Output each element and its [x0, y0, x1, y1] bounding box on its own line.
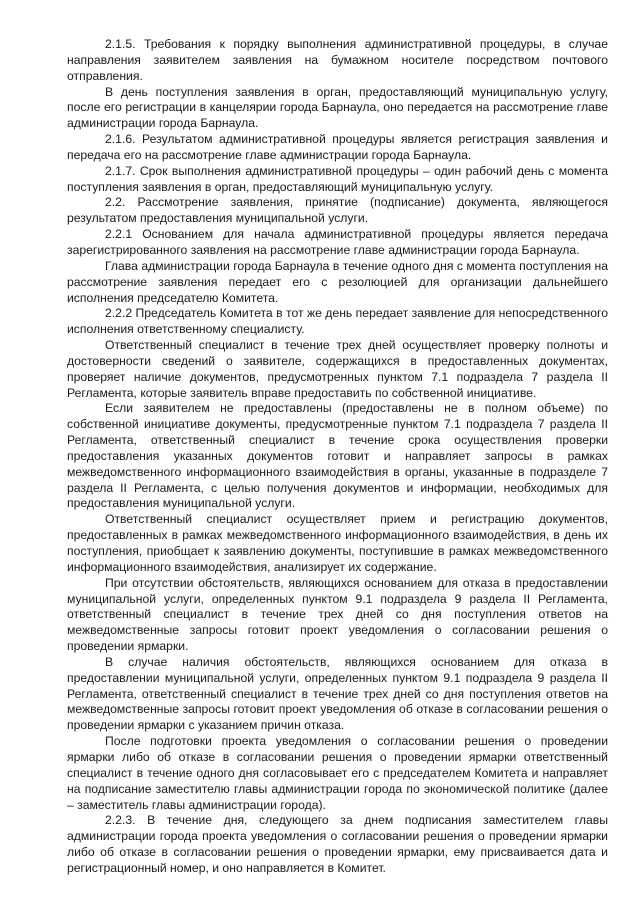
- document-body: [67, 37, 608, 877]
- paragraph-approval-signing: После подготовки проекта уведомления о согласовании решения о проведении ярмарки либо об отказе в согласовании решения о проведении ярмарки ответственный специалист в течение одного дня согласовывает его с председателем Комитета и направляет на подписание заместителю главы администрации города по экономической политике (далее – заместитель главы администрации города).: [67, 734, 608, 812]
- paragraph-2-1-6: 2.1.6. Результатом административной процедуры является регистрация заявления и передача его на рассмотрение главе администрации города Барнаула.: [67, 132, 608, 162]
- paragraph-2-2-3: 2.2.3. В течение дня, следующего за днем подписания заместителем главы администрации города проекта уведомления о согласовании решения о проведении ярмарки либо об отказе в согласовании решения о проведении ярмарки, ему присваивается дата и регистрационный номер, и оно направляется в Комитет.: [67, 813, 608, 875]
- paragraph-2-1-5: 2.1.5. Требования к порядку выполнения административной процедуры, в случае направления заявителем заявления на бумажном носителе посредством почтового отправления.: [67, 37, 608, 83]
- paragraph-refusal-grounds: В случае наличия обстоятельств, являющихся основанием для отказа в предоставлении муниципальной услуги, определенных пунктом 9.1 подраздела 9 раздела II Регламента, ответственный специалист в течение трех дней со дня поступления ответов на межведомственные запросы готовит проект уведомления об отказе в согласовании решения о проведении ярмарки с указанием причин отказа.: [67, 654, 608, 733]
- paragraph-2-2: 2.2. Рассмотрение заявления, принятие (подписание) документа, являющегося результатом предоставления муниципальной услуги.: [67, 195, 608, 226]
- paragraph-no-refusal-grounds: При отсутствии обстоятельств, являющихся основанием для отказа в предоставлении муниципальной услуги, определенных пунктом 9.1 подраздела 9 раздела II Регламента, ответственный специалист в течение трех дней со дня поступления ответов на межведомственные запросы готовит проект уведомления о согласовании решения о проведении ярмарки.: [67, 575, 608, 654]
- paragraph-specialist-registration: Ответственный специалист осуществляет прием и регистрацию документов, предоставленных в рамках межведомственного информационного взаимодействия, в день их поступления, приобщает к заявлению документы, поступившие в рамках межведомственного информационного взаимодействия, анализирует их содержание.: [67, 512, 608, 574]
- paragraph-2-2-1: 2.2.1 Основанием для начала административной процедуры является передача зарегистрированного заявления на рассмотрение главе администрации города Барнаула.: [67, 227, 608, 257]
- paragraph-head-of-administration: Глава администрации города Барнаула в течение одного дня с момента поступления на рассмотрение заявления передает его с резолюцией для организации дальнейшего исполнения председателю Комитета.: [67, 258, 608, 305]
- paragraph-2-1-7: 2.1.7. Срок выполнения административной процедуры – один рабочий день с момента поступления заявления в орган, предоставляющий муниципальную услугу.: [67, 163, 608, 194]
- paragraph-2-2-2: 2.2.2 Председатель Комитета в тот же день передает заявление для непосредственного исполнения ответственному специалисту.: [67, 306, 608, 337]
- paragraph-receipt-day: В день поступления заявления в орган, предоставляющий муниципальную услугу, после его регистрации в канцелярии города Барнаула, оно передается на рассмотрение главе администрации города Барнаула.: [67, 84, 608, 131]
- paragraph-specialist-check: Ответственный специалист в течение трех дней осуществляет проверку полноты и достоверности сведений о заявителе, содержащихся в предоставленных документах, проверяет наличие документов, предусмотренных пунктом 7.1 подраздела 7 раздела II Регламента, которые заявитель вправе предоставить по собственной инициативе.: [67, 338, 608, 400]
- paragraph-interagency-requests: Если заявителем не предоставлены (предоставлены не в полном объеме) по собственной инициативе документы, предусмотренные пунктом 7.1 подраздела 7 раздела II Регламента, ответственный специалист в течение срока осуществления проверки предоставления указанных документов готовит и направляет запросы в рамках межведомственного информационного взаимодействия в органы, указанные в подразделе 7 раздела II Регламента, с целью получения документов и информации, необходимых для предоставления муниципальной услуги.: [67, 401, 608, 511]
